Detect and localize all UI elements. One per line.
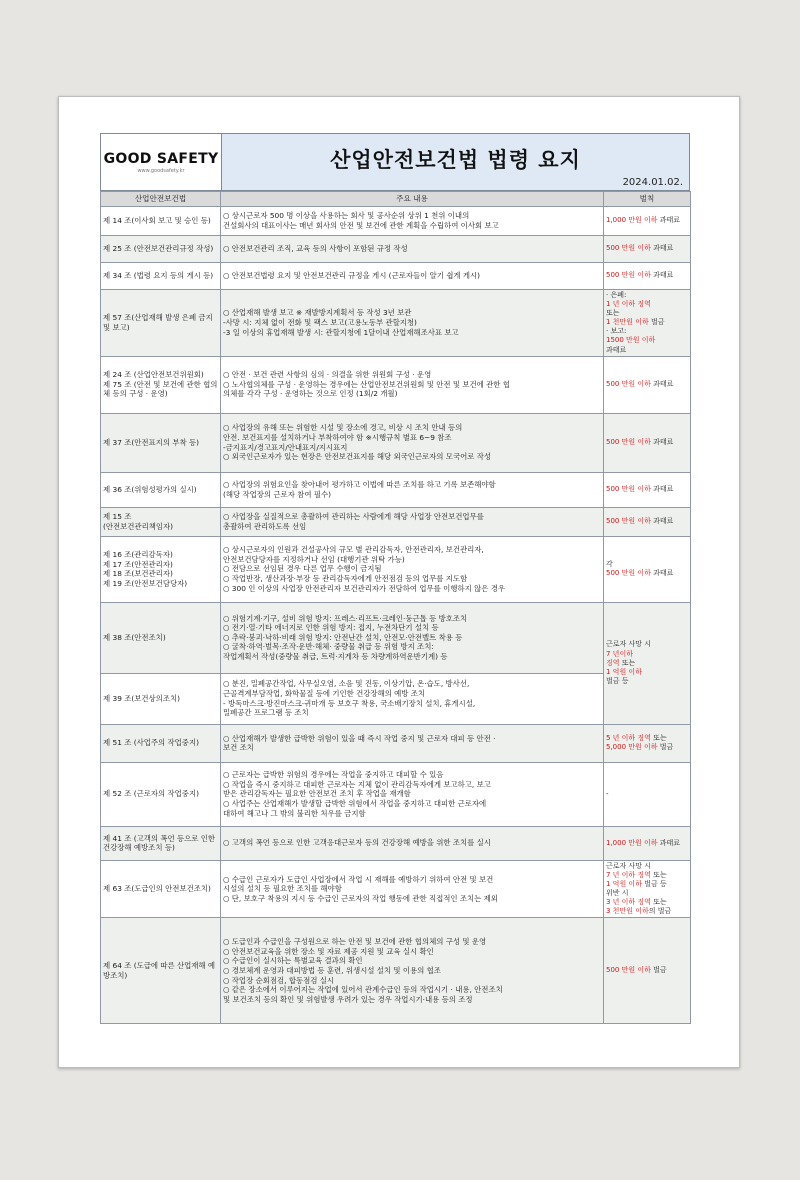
content-line: -사망 시: 지체 없이 전화 및 팩스 보고(고용노동부 관할지청)	[223, 318, 417, 328]
penalty-cell	[604, 918, 691, 1024]
article-line: 제 39 조(보건상의조치)	[103, 693, 180, 703]
content-line: (해당 작업장의 근로자 참여 필수)	[223, 489, 331, 499]
penalty-cell	[604, 263, 691, 290]
document-date: 2024.01.02.	[622, 177, 683, 188]
content-line: -3 일 이상의 휴업재해 발생 시: 관할지청에 1달이내 산업재해조사표 보고	[223, 327, 459, 337]
penalty-cell	[604, 207, 691, 236]
penalty-line	[606, 271, 688, 280]
article-line: 제 17 조(안전관리자)	[103, 559, 173, 569]
penalty-text: 벌금 등	[606, 676, 629, 685]
content-cell	[221, 413, 604, 472]
article-cell	[101, 536, 221, 602]
penalty-line	[606, 300, 688, 309]
penalty-line	[606, 336, 688, 345]
penalty-line	[606, 517, 688, 526]
penalty-cell	[604, 507, 691, 536]
document-page	[58, 96, 740, 1068]
content-cell	[221, 826, 604, 860]
content-line: ○ 사업주는 산업재해가 발생할 급박한 위험에서 작업을 중지하고 대피한 근로자에	[223, 798, 487, 808]
penalty-line	[606, 650, 688, 659]
article-cell	[101, 207, 221, 236]
content-line: ○ 작업장 순회점검, 합동점검 실시	[223, 975, 335, 985]
penalty-text: 과태료	[606, 345, 627, 354]
table-row	[101, 724, 691, 762]
table-header-row	[101, 192, 691, 207]
table-row	[101, 673, 691, 724]
content-line: ○ 위험기계·기구, 설비 위험 방지: 프레스·리프트·크레인·둥근톱 등 방호조치	[223, 613, 468, 623]
penalty-amount: 500 만원 이하	[606, 517, 651, 526]
penalty-line	[606, 380, 688, 389]
article-cell	[101, 602, 221, 673]
content-line: ○ 도급인과 수급인을 구성원으로 하는 안전 및 보건에 관한 협의체의 구성 및 운영	[223, 937, 487, 947]
article-line: 제 18 조(보건관리자)	[103, 569, 173, 579]
logo-subtext: www.goodsafety.kr	[137, 167, 185, 174]
penalty-text: 의 벌금	[648, 907, 672, 916]
penalty-line	[606, 668, 688, 677]
penalty-amount: 1 억원 이하	[606, 667, 642, 676]
penalty-text: · 보고:	[606, 327, 627, 336]
content-line: 근골격계부담작업, 화학물질 등에 기인한 건강장해의 예방 조치	[223, 689, 426, 699]
penalty-line	[606, 485, 688, 494]
content-line: ○ 산업재해가 발생한 급박한 위험이 있을 때 즉시 작업 중지 및 근로자 대피 등 안전 ·	[223, 733, 496, 743]
article-line: 제 57 조(산업재해 발생 은폐 금지 및 보고)	[103, 313, 213, 332]
content-cell	[221, 263, 604, 290]
penalty-amount: 500 만원 이하	[606, 966, 651, 975]
article-line: 제 64 조 (도급에 따른 산업재해 예방조치)	[103, 961, 216, 980]
penalty-text: 벌금 등	[641, 879, 667, 888]
penalty-text: 또는	[650, 734, 667, 743]
content-line: ○ 안전보건관리 조직, 교육 등의 사항이 포함된 규정 작성	[223, 244, 408, 254]
content-line: ○ 수급인 근로자가 도급인 사업장에서 작업 시 재해를 예방하기 위하여 안전 및 보건	[223, 874, 494, 884]
penalty-amount: 1,000 만원 이하	[606, 216, 658, 225]
penalty-cell	[604, 860, 691, 918]
table-row	[101, 918, 691, 1024]
article-cell	[101, 263, 221, 290]
table-row	[101, 860, 691, 918]
penalty-text: 과태료	[657, 838, 681, 847]
penalty-line	[606, 734, 688, 743]
content-line: -금지표지/경고표지/안내표지/지시표지	[223, 442, 348, 452]
article-line: 제 36 조(위험성평가의 실시)	[103, 484, 197, 494]
penalty-line	[606, 907, 688, 916]
content-line: ○ 사업장의 위험요인을 찾아내어 평가하고 이법에 따른 조치를 하고 기록 보존해야함	[223, 480, 496, 490]
content-line: ○ 같은 장소에서 이루어지는 작업에 있어서 관계수급인 등의 작업시기 · 내용, 안전조치	[223, 985, 503, 995]
penalty-cell	[604, 290, 691, 357]
content-line: ○ 작업반장, 생산과장·부장 등 관리감독자에게 안전점검 등의 업무를 지도함	[223, 573, 468, 583]
penalty-line	[606, 898, 688, 907]
penalty-cell	[604, 413, 691, 472]
content-line: 안전보건담당자를 지정하거나 선임 (대행기관 위탁 가능)	[223, 554, 405, 564]
penalty-amount: 징역	[606, 658, 620, 667]
content-line: ○ 안전보건법령 요지 및 안전보건관리 규정을 게시 (근로자들이 알기 쉽게 게시)	[223, 271, 481, 281]
article-line: 제 14 조(이사회 보고 및 승인 등)	[103, 216, 211, 226]
page-title: 산업안전보건법 법령 요지	[330, 148, 581, 172]
penalty-cell	[604, 762, 691, 826]
content-cell	[221, 602, 604, 673]
penalty-line	[606, 560, 688, 569]
penalty-text: 과태료	[650, 244, 674, 253]
penalty-cell	[604, 602, 691, 724]
article-cell	[101, 413, 221, 472]
penalty-amount: 500 만원 이하	[606, 244, 651, 253]
penalty-text: 또는	[650, 898, 667, 907]
penalty-text: 과태료	[650, 485, 674, 494]
content-cell	[221, 860, 604, 918]
content-line: ○ 굴착·하역·벌목·조작·운반·해체· 중량물 취급 등 위험 방지 조치:	[223, 642, 434, 652]
content-line: ○ 전담으로 선임된 경우 다른 업무 수행이 금지됨	[223, 564, 382, 574]
penalty-text: 각	[606, 560, 613, 569]
content-cell	[221, 762, 604, 826]
article-line: 제 34 조 (법령 요지 등의 게시 등)	[103, 271, 214, 281]
table-row	[101, 207, 691, 236]
column-header-law: 산업안전보건법	[101, 192, 221, 207]
table-row	[101, 472, 691, 507]
article-cell	[101, 860, 221, 918]
penalty-line	[606, 569, 688, 578]
table-row	[101, 507, 691, 536]
article-cell	[101, 507, 221, 536]
penalty-amount: 500 만원 이하	[606, 438, 651, 447]
article-cell	[101, 918, 221, 1024]
penalty-text: 또는	[619, 658, 636, 667]
content-line: ○ 경보체계 운영과 대피방법 등 훈련, 위생시설 설치 및 이용의 협조	[223, 965, 441, 975]
penalty-amount: 3 년 이하 징역	[606, 898, 651, 907]
content-line: ○ 안전 · 보건 관련 사항의 심의 · 의결을 위한 위원회 구성 · 운영	[223, 370, 432, 380]
penalty-cell	[604, 356, 691, 413]
article-line: 제 16 조(관리감독자)	[103, 549, 173, 559]
content-cell	[221, 236, 604, 263]
table-row	[101, 290, 691, 357]
table-row	[101, 356, 691, 413]
content-line: 보건 조치	[223, 743, 254, 753]
table-row	[101, 263, 691, 290]
penalty-line	[606, 862, 688, 871]
logo	[101, 134, 222, 190]
column-header-content: 주요 내용	[221, 192, 604, 207]
article-cell	[101, 724, 221, 762]
penalty-cell	[604, 724, 691, 762]
penalty-amount: 5,000 만원 이하	[606, 743, 658, 752]
penalty-amount: 500 만원 이하	[606, 380, 651, 389]
content-cell	[221, 673, 604, 724]
table-body	[101, 207, 691, 1024]
article-line: 제 63 조(도급인의 안전보건조치)	[103, 884, 211, 894]
penalty-line	[606, 677, 688, 686]
content-cell	[221, 724, 604, 762]
article-cell	[101, 290, 221, 357]
content-line: ○ 수급인이 실시하는 특별교육 결과의 확인	[223, 956, 363, 966]
law-summary-table	[100, 191, 691, 1024]
content-line: 작업계획서 작성(중량물 취급, 트럭·지게차 등 차량계하역운반기계) 등	[223, 652, 448, 662]
content-cell	[221, 536, 604, 602]
penalty-line	[606, 346, 688, 355]
penalty-line	[606, 244, 688, 253]
article-line: 제 41 조 (고객의 폭언 등으로 인한 건강장해 예방조치 등)	[103, 833, 216, 853]
article-cell	[101, 673, 221, 724]
content-line: ○ 고객의 폭언 등으로 인한 고객응대근로자 등의 건강장해 예방을 위한 조치를 실시	[223, 838, 491, 848]
penalty-line	[606, 659, 688, 668]
penalty-text: 벌금	[657, 743, 674, 752]
content-line: 안전. 보건표지를 설치하거나 부착하여야 함 ※시행규칙 별표 6~9 참조	[223, 433, 452, 443]
penalty-text: 과태료	[650, 517, 674, 526]
penalty-amount: 1500 만원 이하	[606, 336, 656, 345]
article-cell	[101, 236, 221, 263]
content-line: ○ 사업장을 실질적으로 총괄하여 관리하는 사람에게 해당 사업장 안전보건업무를	[223, 512, 484, 522]
content-line: ○ 근로자는 급박한 위험의 경우에는 작업을 중지하고 대피할 수 있음	[223, 770, 444, 780]
content-cell	[221, 356, 604, 413]
content-line: 건설회사의 대표이사는 매년 회사의 안전 및 보건에 관한 계획을 수립하여 이사회 보고	[223, 221, 499, 230]
content-line: 의체를 각각 구성 · 운영하는 것으로 인정 (1회/2 개월)	[223, 389, 398, 399]
penalty-cell	[604, 472, 691, 507]
content-line: ○ 상시근로자의 인원과 건설공사의 규모 별 관리감독자, 안전관리자, 보건관리자,	[223, 545, 484, 555]
penalty-line	[606, 871, 688, 880]
penalty-amount: 1 천만원 이하	[606, 318, 649, 327]
penalty-line	[606, 216, 688, 225]
penalty-text: · 은폐:	[606, 291, 627, 299]
penalty-amount: 1 년 이하 징역	[606, 300, 651, 309]
column-header-penalty: 벌칙	[604, 192, 691, 207]
content-line: ○ 분진, 밀폐공간작업, 사무실오염, 소음 및 진동, 이상기압, 온·습도, 방사선,	[223, 679, 470, 689]
content-line: 밀폐공간 프로그램 등 조치	[223, 708, 309, 718]
content-line: 시설의 설치 등 필요한 조치를 해야함	[223, 884, 342, 894]
article-line: 제 51 조 (사업주의 작업중지)	[103, 738, 199, 748]
article-line: 제 37 조(안전표지의 부착 등)	[103, 437, 199, 447]
article-line: 제 52 조 (근로자의 작업중지)	[103, 789, 199, 799]
content-line: 대하여 해고나 그 밖의 불리한 처우를 금지함	[223, 808, 366, 818]
penalty-text: 또는	[650, 870, 667, 879]
content-cell	[221, 290, 604, 357]
penalty-amount: 500 만원 이하	[606, 271, 651, 280]
content-cell	[221, 507, 604, 536]
penalty-amount: 3 천만원 이하	[606, 907, 649, 916]
content-line: ○ 전기·열·기타 에너지로 인한 위험 방지: 접지, 누전차단기 설치 등	[223, 623, 439, 633]
penalty-text: 과태료	[650, 271, 674, 280]
penalty-amount: 7 년이하	[606, 649, 633, 658]
penalty-text: 근로자 사망 시	[606, 861, 652, 870]
penalty-line	[606, 640, 688, 649]
article-cell	[101, 472, 221, 507]
document-content	[100, 133, 690, 1024]
penalty-text: 과태료	[650, 380, 674, 389]
penalty-amount: 1 억원 이하	[606, 879, 642, 888]
content-line: 받은 관리감독자는 필요한 안전보건 조치 후 작업을 재개함	[223, 789, 411, 799]
article-line: (안전보건관리책임자)	[103, 521, 174, 531]
penalty-text: 과태료	[657, 216, 681, 225]
penalty-line	[606, 438, 688, 447]
penalty-text: 과태료	[650, 438, 674, 447]
penalty-amount: 500 만원 이하	[606, 569, 651, 578]
content-line: 및 보건조치 등의 확인 및 위험발생 우려가 있는 경우 작업시기·내용 등의 조정	[223, 994, 473, 1004]
table-row	[101, 413, 691, 472]
penalty-amount: 7 년 이하 징역	[606, 870, 651, 879]
penalty-cell	[604, 236, 691, 263]
penalty-line	[606, 966, 688, 975]
article-cell	[101, 826, 221, 860]
content-line: ○ 추락·붕괴·낙하·비래 위험 방지: 안전난간 설치, 안전모·안전벨트 착용 등	[223, 632, 463, 642]
table-row	[101, 536, 691, 602]
content-line: ○ 상시근로자 500 명 이상을 사용하는 회사 및 공사순위 상위 1 천위 이내의	[223, 211, 470, 221]
table-row	[101, 602, 691, 673]
content-cell	[221, 918, 604, 1024]
document-header	[100, 133, 690, 191]
content-line: ○ 작업을 즉시 중지하고 대피한 근로자는 지체 없이 관리감독자에게 보고하고, 보고	[223, 779, 491, 789]
penalty-line	[606, 743, 688, 752]
article-line: 제 24 조 (산업안전보건위원회)	[103, 370, 204, 380]
article-cell	[101, 762, 221, 826]
penalty-text: 과태료	[650, 569, 674, 578]
penalty-text: 근로자 사망 시	[606, 640, 652, 649]
penalty-line	[606, 309, 688, 318]
penalty-amount: 1,000 만원 이하	[606, 838, 658, 847]
penalty-line	[606, 318, 688, 327]
penalty-amount: 500 만원 이하	[606, 485, 651, 494]
logo-text: GOOD SAFETY	[103, 150, 219, 167]
content-line: ○ 단, 보호구 착용의 지시 등 수급인 근로자의 작업 행동에 관한 직접적인 조치는 제외	[223, 893, 498, 903]
table-row	[101, 826, 691, 860]
content-line: 총괄하여 관리하도록 선임	[223, 521, 307, 531]
content-line: ○ 사업장의 유해 또는 위험한 시설 및 장소에 경고, 비상 시 조치 안내 등의	[223, 423, 463, 433]
content-cell	[221, 207, 604, 236]
article-line: 제 15 조	[103, 512, 132, 522]
article-line: 제 38 조(안전조치)	[103, 632, 166, 642]
article-line: 제 25 조 (안전보건관리규정 작성)	[103, 244, 214, 254]
table-row	[101, 762, 691, 826]
penalty-amount: 5 년 이하 징역	[606, 734, 651, 743]
penalty-text: -	[606, 789, 609, 798]
article-line: 제 75 조 (안전 및 보건에 관한 협의체 등의 구성 · 운영)	[103, 379, 218, 399]
content-cell	[221, 472, 604, 507]
penalty-line	[606, 790, 688, 799]
penalty-cell	[604, 826, 691, 860]
content-line: - 방독마스크·방진마스크·귀마개 등 보호구 착용, 국소배기장치 설치, 휴게시설,	[223, 698, 476, 708]
table-row	[101, 236, 691, 263]
penalty-line	[606, 889, 688, 898]
article-cell	[101, 356, 221, 413]
content-line: ○ 노사협의체를 구성 · 운영하는 경우에는 산업안전보건위원회 및 안전 및 보건에 관한 협	[223, 379, 510, 389]
article-line: 제 19 조(안전보건담당자)	[103, 578, 188, 588]
content-line: ○ 안전보건교육을 위한 장소 및 자료 제공 지원 및 교육 실시 확인	[223, 946, 434, 956]
penalty-line	[606, 880, 688, 889]
title-box	[222, 134, 689, 190]
content-line: ○ 산업재해 발생 보고 ※ 재발방지계획서 등 작성 3년 보관	[223, 308, 412, 318]
penalty-text: 벌금	[650, 966, 667, 975]
penalty-line	[606, 839, 688, 848]
penalty-text: 또는	[606, 309, 620, 318]
content-line: ○ 300 인 이상의 사업장 안전관리자 보건관리자가 전담하여 업무를 이행하지 않은 경우	[223, 583, 505, 593]
content-line: ○ 외국인근로자가 있는 현장은 안전보건표지를 해당 외국인근로자의 모국어로 작성	[223, 452, 491, 462]
penalty-line	[606, 291, 688, 300]
penalty-cell	[604, 536, 691, 602]
penalty-text: 위반 시	[606, 888, 629, 897]
penalty-text: 벌금	[648, 318, 665, 327]
